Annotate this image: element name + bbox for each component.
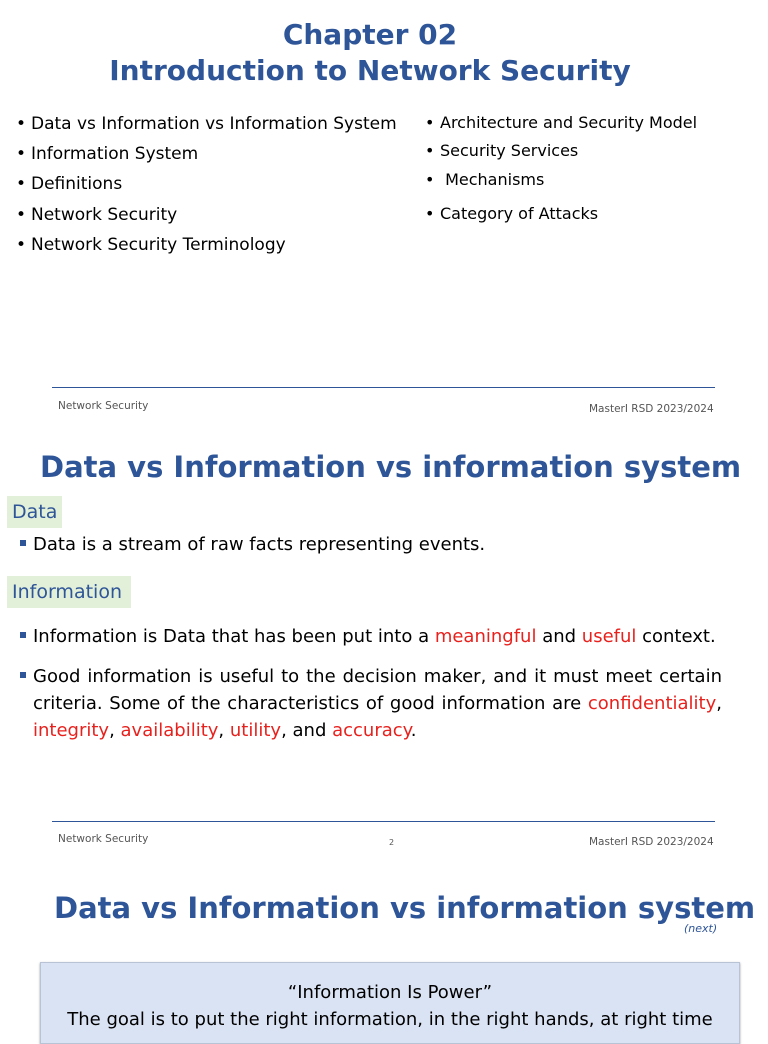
footer-divider	[52, 387, 715, 388]
highlight-term: useful	[581, 626, 637, 647]
footer-course: Network Security	[58, 833, 149, 845]
next-label: (next)	[684, 922, 718, 935]
quote-box	[40, 962, 740, 1044]
highlight-term: confidentiality	[587, 693, 717, 714]
highlight-term: integrity	[33, 720, 110, 741]
page-number: 2	[389, 838, 395, 847]
quote-title: “Information Is Power”	[287, 982, 493, 1003]
quote-text: The goal is to put the right information, in the right hands, at right time	[67, 1009, 713, 1030]
emphasis-term: certain criteria	[33, 666, 722, 714]
footer-divider	[52, 821, 715, 822]
toc-item: • Network Security Terminology	[31, 235, 286, 255]
toc-item: • Architecture and Security Model	[440, 113, 697, 132]
bullet-item: Information is Data that has been put into a meaningful and useful context.	[20, 623, 720, 650]
slide-title: Data vs Information vs information system	[54, 891, 756, 925]
highlight-term: accuracy	[332, 720, 411, 741]
toc-item: • Mechanisms	[440, 170, 544, 189]
highlight-term: availability	[120, 720, 219, 741]
section-tag-information: Information	[7, 576, 131, 608]
bullet-square	[20, 672, 26, 678]
highlight-term: utility	[229, 720, 282, 741]
chapter-number-title: Chapter 02	[282, 18, 458, 51]
footer-program: MasterI RSD 2023/2024	[589, 836, 714, 848]
bullet-square	[20, 540, 26, 546]
bullet-square	[20, 632, 26, 638]
bullet-item: Data is a stream of raw facts representing events.	[20, 531, 710, 558]
toc-item: • Category of Attacks	[440, 204, 598, 223]
toc-item: • Information System	[31, 144, 198, 164]
section-tag-data: Data	[7, 496, 62, 528]
toc-item: • Data vs Information vs Information System	[31, 114, 397, 134]
highlight-term: meaningful	[434, 626, 537, 647]
bullet-item: Good information is useful to the decision maker, and it must meet certain criteria. Some of the characteristics of good information are confidentiality, integrity, availability, utility, and accuracy.	[20, 663, 722, 744]
toc-item: • Security Services	[440, 141, 578, 160]
footer-course: Network Security	[58, 400, 149, 412]
slide-title: Data vs Information vs information system	[40, 450, 742, 484]
toc-item: • Definitions	[31, 174, 122, 194]
emphasis-term: Data	[163, 626, 207, 647]
footer-program: MasterI RSD 2023/2024	[589, 403, 714, 415]
chapter-title: Introduction to Network Security	[109, 54, 631, 87]
toc-item: • Network Security	[31, 205, 177, 225]
